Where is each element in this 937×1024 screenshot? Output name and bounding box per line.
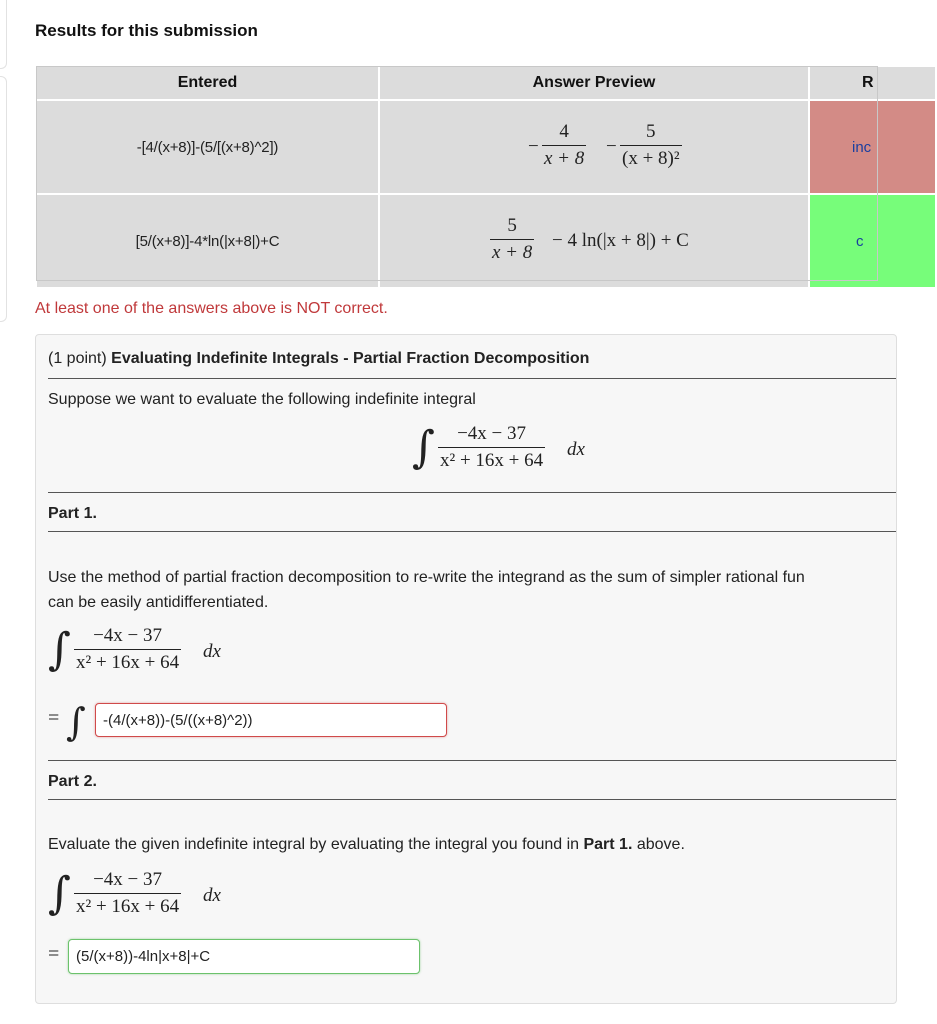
preview-cell — [379, 194, 809, 288]
warning-message: At least one of the answers above is NOT correct. — [35, 300, 388, 317]
problem-panel — [35, 334, 897, 1004]
column-header-result: R — [809, 66, 936, 100]
part2-label: Part 2. — [48, 773, 97, 790]
table-row — [36, 194, 936, 288]
panel-edge — [0, 0, 7, 69]
equals-sign: = — [48, 707, 60, 729]
column-header-preview: Answer Preview — [379, 66, 809, 100]
divider — [48, 799, 896, 800]
integral-sign-icon: ∫ — [48, 868, 71, 919]
results-header-row — [36, 66, 936, 100]
panel-edge — [0, 76, 7, 322]
divider — [48, 531, 896, 532]
integral-sign-icon: ∫ — [66, 700, 86, 744]
answer-preview-2: 5 x + 8 − 4 ln(|x + 8|) + C — [492, 215, 689, 263]
divider — [48, 492, 896, 493]
part2-answer-input[interactable]: (5/(x+8))-4ln|x+8|+C — [68, 939, 420, 974]
divider — [48, 760, 896, 761]
part1-label: Part 1. — [48, 505, 97, 522]
column-header-entered: Entered — [36, 66, 379, 100]
main-integral: ∫ −4x − 37 x² + 16x + 64 dx — [412, 422, 585, 473]
result-incorrect: inc — [809, 100, 936, 194]
problem-title: (1 point) Evaluating Indefinite Integrals - Partial Fraction Decomposition — [48, 350, 590, 367]
integral-sign-icon: ∫ — [412, 422, 435, 473]
problem-intro: Suppose we want to evaluate the following indefinite integral — [48, 391, 476, 408]
answer-preview-1: − 4 x + 8 − 5 (x + 8)² — [528, 121, 680, 169]
preview-cell — [379, 100, 809, 194]
part1-integral: ∫ −4x − 37 x² + 16x + 64 dx — [48, 624, 221, 675]
results-table — [35, 65, 937, 289]
table-row — [36, 100, 936, 194]
entered-cell: -[4/(x+8)]-(5/[(x+8)^2]) — [36, 100, 379, 194]
entered-cell: [5/(x+8)]-4*ln(|x+8|)+C — [36, 194, 379, 288]
part1-answer-input[interactable]: -(4/(x+8))-(5/((x+8)^2)) — [95, 703, 447, 737]
part1-instructions-2: can be easily antidifferentiated. — [48, 594, 269, 611]
part1-instructions: Use the method of partial fraction decomposition to re-write the integrand as the sum of simpler rational fun — [48, 569, 805, 586]
results-title: Results for this submission — [35, 21, 258, 40]
result-correct: c — [809, 194, 936, 288]
part2-integral: ∫ −4x − 37 x² + 16x + 64 dx — [48, 868, 221, 919]
part2-instructions: Evaluate the given indefinite integral by evaluating the integral you found in Part 1. above. — [48, 836, 685, 853]
divider — [48, 378, 896, 379]
integral-sign-icon: ∫ — [48, 624, 71, 675]
equals-sign: = — [48, 943, 60, 965]
